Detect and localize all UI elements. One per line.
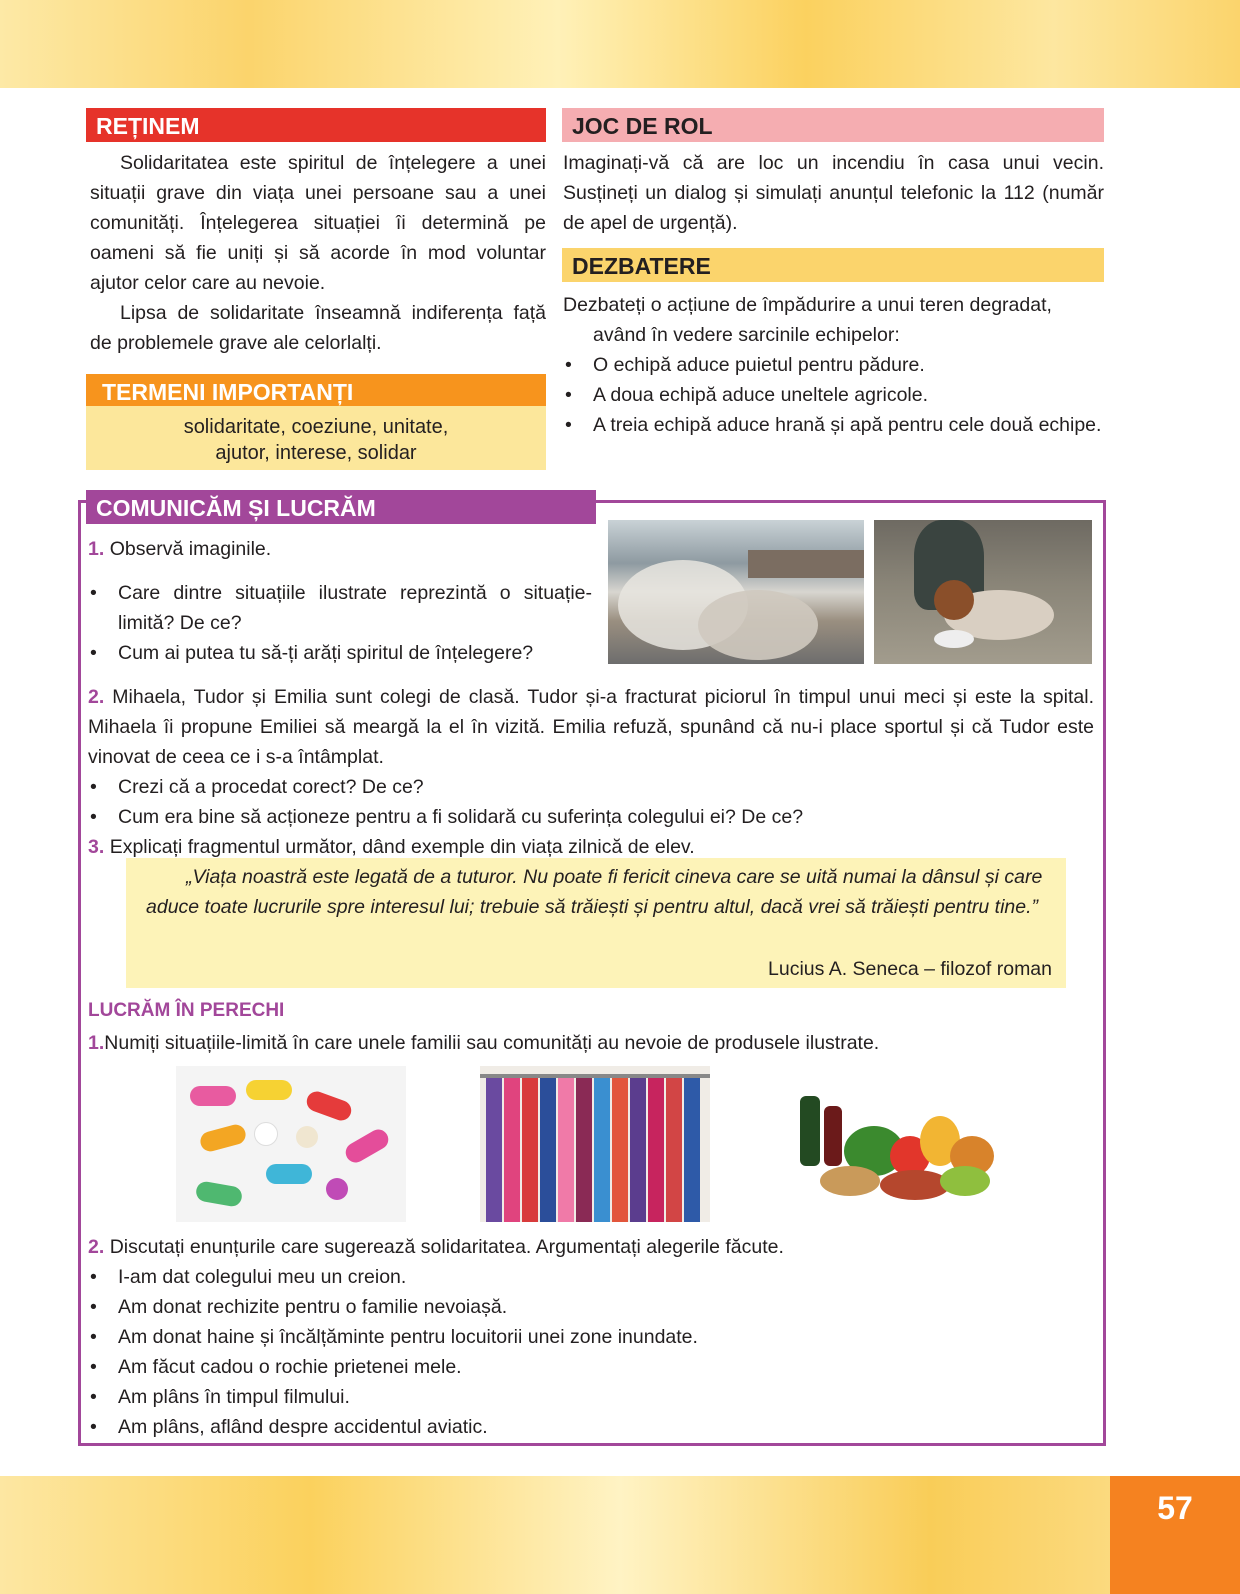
perechi-item: • Am făcut cadou o rochie prietenei mele.: [88, 1352, 1094, 1382]
food-products-photo: [780, 1066, 1012, 1222]
storm-wave-photo: [608, 520, 864, 664]
dezbatere-intro: Dezbateți o acțiune de împădurire a unui teren degradat,: [563, 294, 1052, 316]
perechi-item: • Am donat haine și încălțăminte pentru locuitorii unei zone inundate.: [88, 1322, 1094, 1352]
q2-text: Mihaela, Tudor și Emilia sunt colegi de clasă. Tudor și-a fracturat piciorul în timpul unui meci și este la spital. Mihaela îi propune Emiliei să meargă la el în vizită. Emilia refuză, spunând că nu-i place sportul și că Tudor este vinovat de ceea ce i s-a întâmplat.: [88, 686, 1094, 768]
q1-text: Observă imaginile.: [109, 538, 272, 560]
perechi-item: • Am plâns, aflând despre accidentul aviatic.: [88, 1412, 1094, 1442]
perechi-q1-text: Numiți situațiile-limită în care unele familii sau comunități au nevoie de produsele ilustrate.: [104, 1032, 880, 1054]
perechi-item: • Am donat rechizite pentru o familie nevoiașă.: [88, 1292, 1094, 1322]
seneca-quote: „Viața noastră este legată de a tuturor. Nu poate fi fericit cineva care se uită numai la dânsul și care aduce toate lucrurile spre interesul lui; trebuie să trăiești și pentru altul, dacă vrei să trăiești pentru tine.”: [146, 866, 1043, 918]
bottom-decorative-band: [0, 1476, 1240, 1594]
q1-item: • Cum ai putea tu să-ți arăți spiritul de înțelegere?: [88, 638, 592, 668]
comunicam-header: COMUNICĂM ȘI LUCRĂM: [86, 490, 596, 524]
quote-author: Lucius A. Seneca – filozof roman: [768, 958, 1052, 980]
dezbatere-body: [563, 290, 1104, 440]
retinem-paragraph-2: Lipsa de solidaritate înseamnă indiferența față de problemele grave ale celorlalți.: [90, 302, 546, 354]
q1-item: • Care dintre situațiile ilustrate reprezintă o situație-limită? De ce?: [88, 578, 592, 638]
perechi-q2: [88, 1232, 1094, 1442]
dezbatere-item: • A doua echipă aduce uneltele agricole.: [563, 380, 1104, 410]
q2-number: 2.: [88, 686, 105, 708]
joc-de-rol-header: JOC DE ROL: [562, 108, 1104, 142]
q3-number: 3.: [88, 836, 105, 858]
perechi-list: [88, 1262, 1094, 1442]
retinem-header: REȚINEM: [86, 108, 546, 142]
perechi-q2-number: 2.: [88, 1236, 105, 1258]
retinem-paragraph-1: Solidaritatea este spiritul de înțelegere a unei situații grave din viața unei persoane sau a unei comunități. Înțelegerea situației îi determină pe oameni să fie uniți și să acorde în mod voluntar ajutor celor care au nevoie.: [90, 152, 546, 294]
dezbatere-item: • O echipă aduce puietul pentru pădure.: [563, 350, 1104, 380]
homeless-with-dogs-photo: [874, 520, 1092, 664]
clothes-rack-photo: [480, 1066, 710, 1222]
comunicam-q1: [88, 534, 592, 668]
q1-list: [88, 578, 592, 668]
dezbatere-list: [563, 350, 1104, 440]
perechi-item: • Am plâns în timpul filmului.: [88, 1382, 1094, 1412]
q2-list: [88, 772, 1094, 832]
termeni-box: [86, 406, 546, 470]
top-decorative-band: [0, 0, 1240, 88]
perechi-header: LUCRĂM ÎN PERECHI: [88, 1000, 285, 1021]
q3-text: Explicați fragmentul următor, dând exemple din viața zilnică de elev.: [109, 836, 695, 858]
dezbatere-item: • A treia echipă aduce hrană și apă pentru cele două echipe.: [563, 410, 1104, 440]
retinem-body: [90, 148, 546, 358]
perechi-q1-number: 1.: [88, 1032, 105, 1054]
perechi-q1: [88, 1028, 1094, 1058]
comunicam-q2: [88, 682, 1094, 862]
q1-number: 1.: [88, 538, 105, 560]
q2-item: • Crezi că a procedat corect? De ce?: [88, 772, 1094, 802]
dezbatere-header: DEZBATERE: [562, 248, 1104, 282]
dezbatere-intro-2: având în vedere sarcinile echipelor:: [593, 324, 900, 346]
q2-item: • Cum era bine să acționeze pentru a fi solidară cu suferința colegului ei? De ce?: [88, 802, 1094, 832]
joc-de-rol-text: Imaginați-vă că are loc un incendiu în casa unui vecin. Susțineți un dialog și simulați anunțul telefonic la 112 (număr de apel de urgență).: [563, 152, 1104, 234]
termeni-header: TERMENI IMPORTANȚI: [86, 374, 546, 408]
perechi-item: • I-am dat colegului meu un creion.: [88, 1262, 1094, 1292]
termeni-line-2: ajutor, interese, solidar: [215, 442, 417, 464]
termeni-line-1: solidaritate, coeziune, unitate,: [183, 416, 449, 438]
perechi-q2-text: Discutați enunțurile care sugerează solidaritatea. Argumentați alegerile făcute.: [109, 1236, 784, 1258]
page-number: 57: [1110, 1476, 1240, 1594]
medicine-pills-photo: [176, 1066, 406, 1222]
joc-de-rol-body: [563, 148, 1104, 238]
